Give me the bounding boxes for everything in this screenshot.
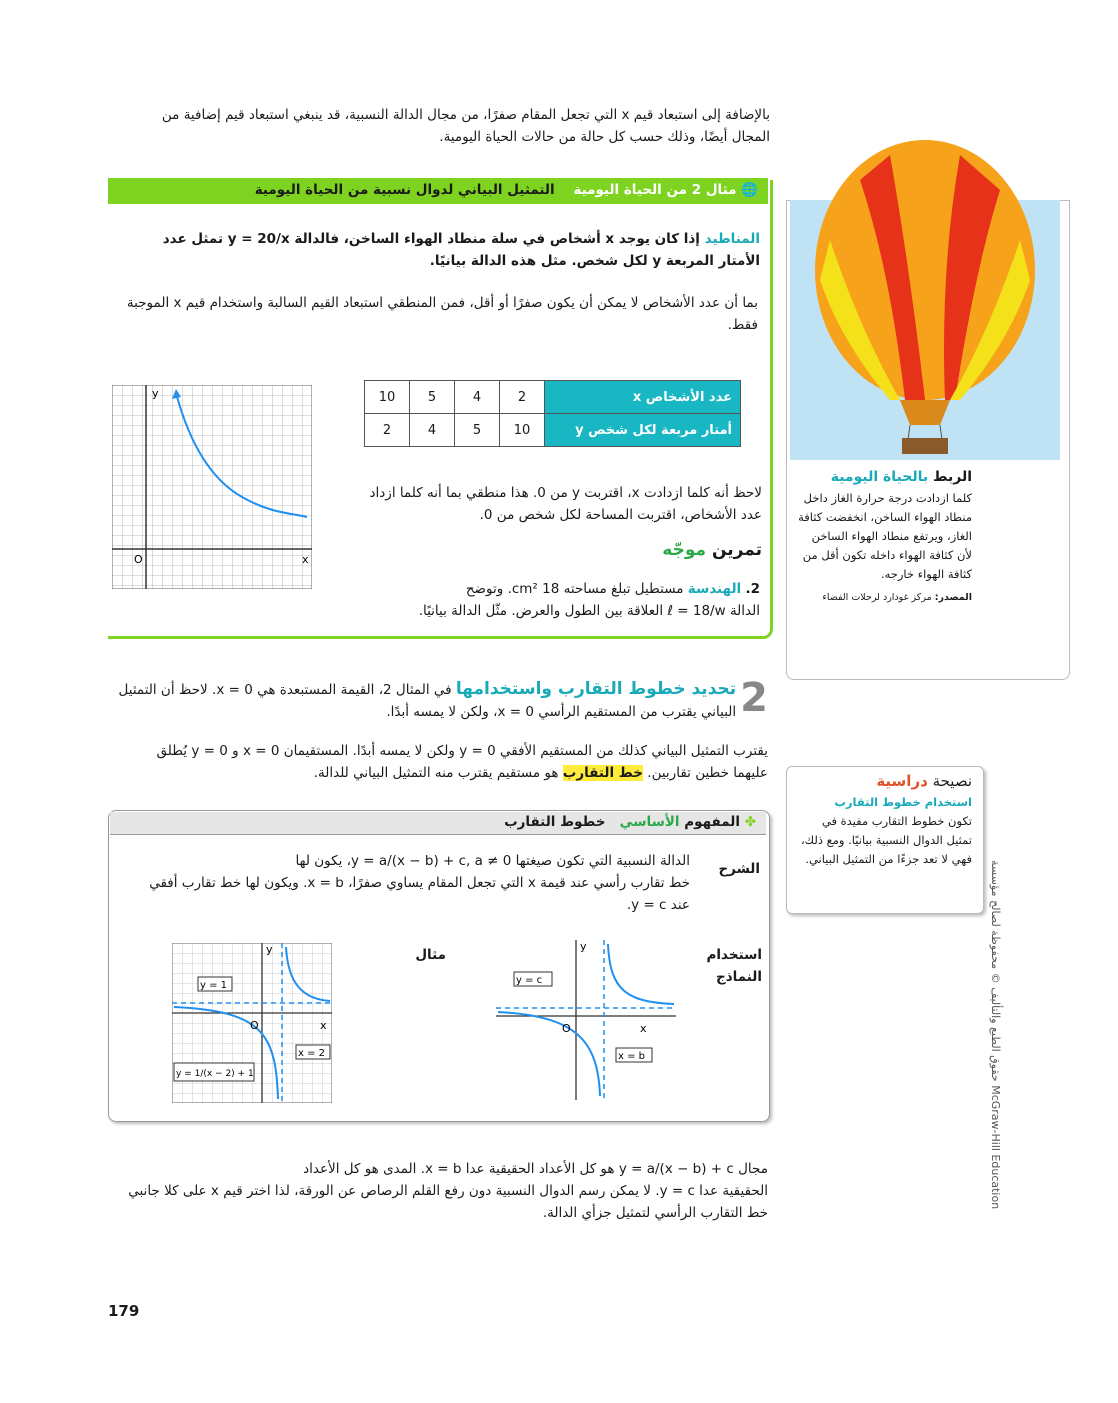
- link-title-b: بالحياة اليومية: [830, 469, 929, 485]
- origin-label: O: [250, 1019, 259, 1032]
- tip-subtitle: استخدام خطوط التقارب: [834, 795, 972, 809]
- tip-title-b: دراسية: [876, 772, 928, 790]
- intro-paragraph: بالإضافة إلى استبعاد قيم x التي تجعل المقام صفرًا، من مجال الدالة النسبية، قد ينبغي استبعاد قيم إضافية من المجال أيضًا، وذلك حسب كل حالة من حالات الحياة اليومية.: [161, 107, 770, 145]
- example-reasoning: بما أن عدد الأشخاص لا يمكن أن يكون صفرًا أو أقل، فمن المنطقي استبعاد القيم السالبة واستخدام قيم x الموجبة فقط.: [126, 295, 758, 333]
- axis-label-x: x: [640, 1022, 647, 1035]
- asymptote-term: خط التقارب: [562, 765, 643, 781]
- explain-label: الشرح: [718, 861, 760, 877]
- globe-icon: 🌐: [741, 182, 758, 198]
- explain-text: [130, 850, 690, 916]
- section-2: [118, 675, 768, 723]
- label-y1: y = 1: [200, 980, 228, 991]
- guided-title-b: موجّه: [662, 540, 707, 560]
- table-cell: 5: [455, 414, 500, 447]
- label-xb: x = b: [618, 1051, 646, 1062]
- label-yc: y = c: [516, 975, 543, 986]
- example-problem: [130, 228, 760, 272]
- section-2-paragraph-2: [118, 740, 768, 784]
- question-text-2: الدالة ℓ = 18/w العلاقة بين الطول والعرض. مثّل الدالة بيانيًا.: [418, 603, 760, 619]
- study-tip-text: [796, 772, 972, 869]
- label-function: y = 1/(x − 2) + 1: [176, 1069, 254, 1079]
- real-world-link-text: [796, 468, 972, 607]
- tip-body: تكون خطوط التقارب مفيدة في تمثيل الدوال النسبية بيانيًا. ومع ذلك، فهي لا تعد جزءًا من التمثيل البياني.: [800, 814, 972, 866]
- guided-question: [340, 578, 760, 622]
- generic-asymptote-graph: [496, 940, 676, 1100]
- example-label-kc: مثال: [415, 947, 446, 963]
- question-number: 2.: [745, 581, 760, 597]
- copyright-notice: [978, 860, 1008, 1280]
- question-topic: الهندسة: [687, 581, 742, 597]
- example-problem-text: إذا كان يوجد x أشخاص في سلة منطاد الهواء الساخن، فالدالة y = 20/x تمثل عدد الأمتار المربعة y لكل شخص. مثل هذه الدالة بيانيًا.: [162, 231, 760, 269]
- section-p2b: هو مستقيم يقترب منه التمثيل البياني للدالة.: [313, 765, 559, 781]
- label-x2: x = 2: [298, 1048, 326, 1059]
- puzzle-icon: ✤: [744, 814, 756, 830]
- copyright-text: حقوق الطبع والتأليف © محفوظة لصالح مؤسسة McGraw-Hill Education: [989, 860, 1002, 1210]
- table-cell: 5: [410, 381, 455, 414]
- axis-label-y: y: [580, 940, 587, 953]
- notice-paragraph: لاحظ أنه كلما ازدادت x، اقتربت y من 0. هذا منطقي بما أنه كلما ازداد عدد الأشخاص، اقتربت المساحة لكل شخص من 0.: [369, 485, 762, 523]
- table-cell: 10: [500, 414, 545, 447]
- link-body: كلما ازدادت درجة حرارة الغاز داخل منطاد الهواء الساخن، انخفضت كثافة الغاز، ويرتفع منطاد الهواء الساخن لأن كثافة الهواء داخله تكون أقل من كثافة الهواء خارجه.: [798, 491, 972, 581]
- axis-label-y: y: [152, 387, 159, 400]
- table-cell: 4: [410, 414, 455, 447]
- guided-title-a: تمرين: [711, 540, 762, 560]
- axis-label-x: x: [302, 553, 309, 566]
- table-cell: 2: [365, 414, 410, 447]
- kc-label-b: الأساسي: [619, 814, 680, 830]
- data-table: [364, 380, 741, 447]
- explain-line-2: خط تقارب رأسي عند قيمة x التي تجعل المقام يساوي صفرًا، x = b. ويكون لها خط تقارب أفقي عند y = c.: [149, 875, 690, 913]
- table-row: [365, 381, 741, 414]
- page-number: 179: [108, 1302, 140, 1320]
- kc-label-a: المفهوم: [684, 814, 740, 830]
- example-label: مثال 2 من الحياة اليومية: [573, 182, 737, 198]
- example-title: التمثيل البياني لدوال نسبية من الحياة اليومية: [254, 182, 555, 198]
- tip-title-a: نصيحة: [932, 772, 972, 790]
- bottom-line-2: الحقيقية عدا y = c. لا يمكن رسم الدوال النسبية دون رفع القلم الرصاص عن الورقة، لذا اختر قيم x على كلا جانبي خط التقارب الرأسي لتمثيل جزأي الدالة.: [128, 1183, 768, 1221]
- table-row: [365, 414, 741, 447]
- section-number: 2: [740, 675, 768, 721]
- link-title-a: الربط: [932, 469, 972, 485]
- source-text: مركز غودارد لرحلات الفضاء: [822, 592, 932, 603]
- kc-title: خطوط التقارب: [504, 814, 606, 830]
- guided-practice-title: [650, 540, 762, 560]
- hot-air-balloon-image: [790, 130, 1060, 460]
- table-cell: 2: [500, 381, 545, 414]
- bottom-paragraph: [118, 1158, 768, 1224]
- table-header: عدد الأشخاص x: [545, 381, 741, 414]
- key-concept-header: [110, 812, 766, 835]
- table-header: أمتار مربعة لكل شخص y: [545, 414, 741, 447]
- bottom-line-1: مجال y = a/(x − b) + c هو كل الأعداد الحقيقية عدا x = b. المدى هو كل الأعداد: [303, 1161, 768, 1177]
- origin-label: O: [562, 1022, 571, 1035]
- axis-label-y: y: [266, 943, 273, 956]
- reciprocal-graph: [112, 385, 312, 589]
- question-text-1: مستطيل تبلغ مساحته 18 cm². وتوضح: [465, 581, 684, 597]
- section-title: تحديد خطوط التقارب واستخدامها: [455, 679, 737, 699]
- specific-asymptote-graph: [172, 943, 332, 1103]
- axis-label-x: x: [320, 1019, 327, 1032]
- models-label: استخدام النماذج: [706, 947, 762, 985]
- table-cell: 10: [365, 381, 410, 414]
- example-topic: المناطيد: [704, 231, 760, 247]
- explain-line-1: الدالة النسبية التي تكون صيغتها y = a/(x − b) + c, a ≠ 0، يكون لها: [295, 853, 690, 869]
- section-paragraph-1: في المثال 2، القيمة المستبعدة هي x = 0. لاحظ أن التمثيل البياني يقترب من المستقيم الرأسي x = 0، ولكن لا يمسه أبدًا.: [118, 682, 737, 720]
- table-cell: 4: [455, 381, 500, 414]
- section-p2a: يقترب التمثيل البياني كذلك من المستقيم الأفقي y = 0 ولكن لا يمسه أبدًا. المستقيمان x = 0 و y = 0 يُطلق عليهما خطين تقاربين.: [156, 743, 768, 781]
- origin-label: O: [134, 553, 143, 566]
- source-label: المصدر:: [934, 592, 972, 603]
